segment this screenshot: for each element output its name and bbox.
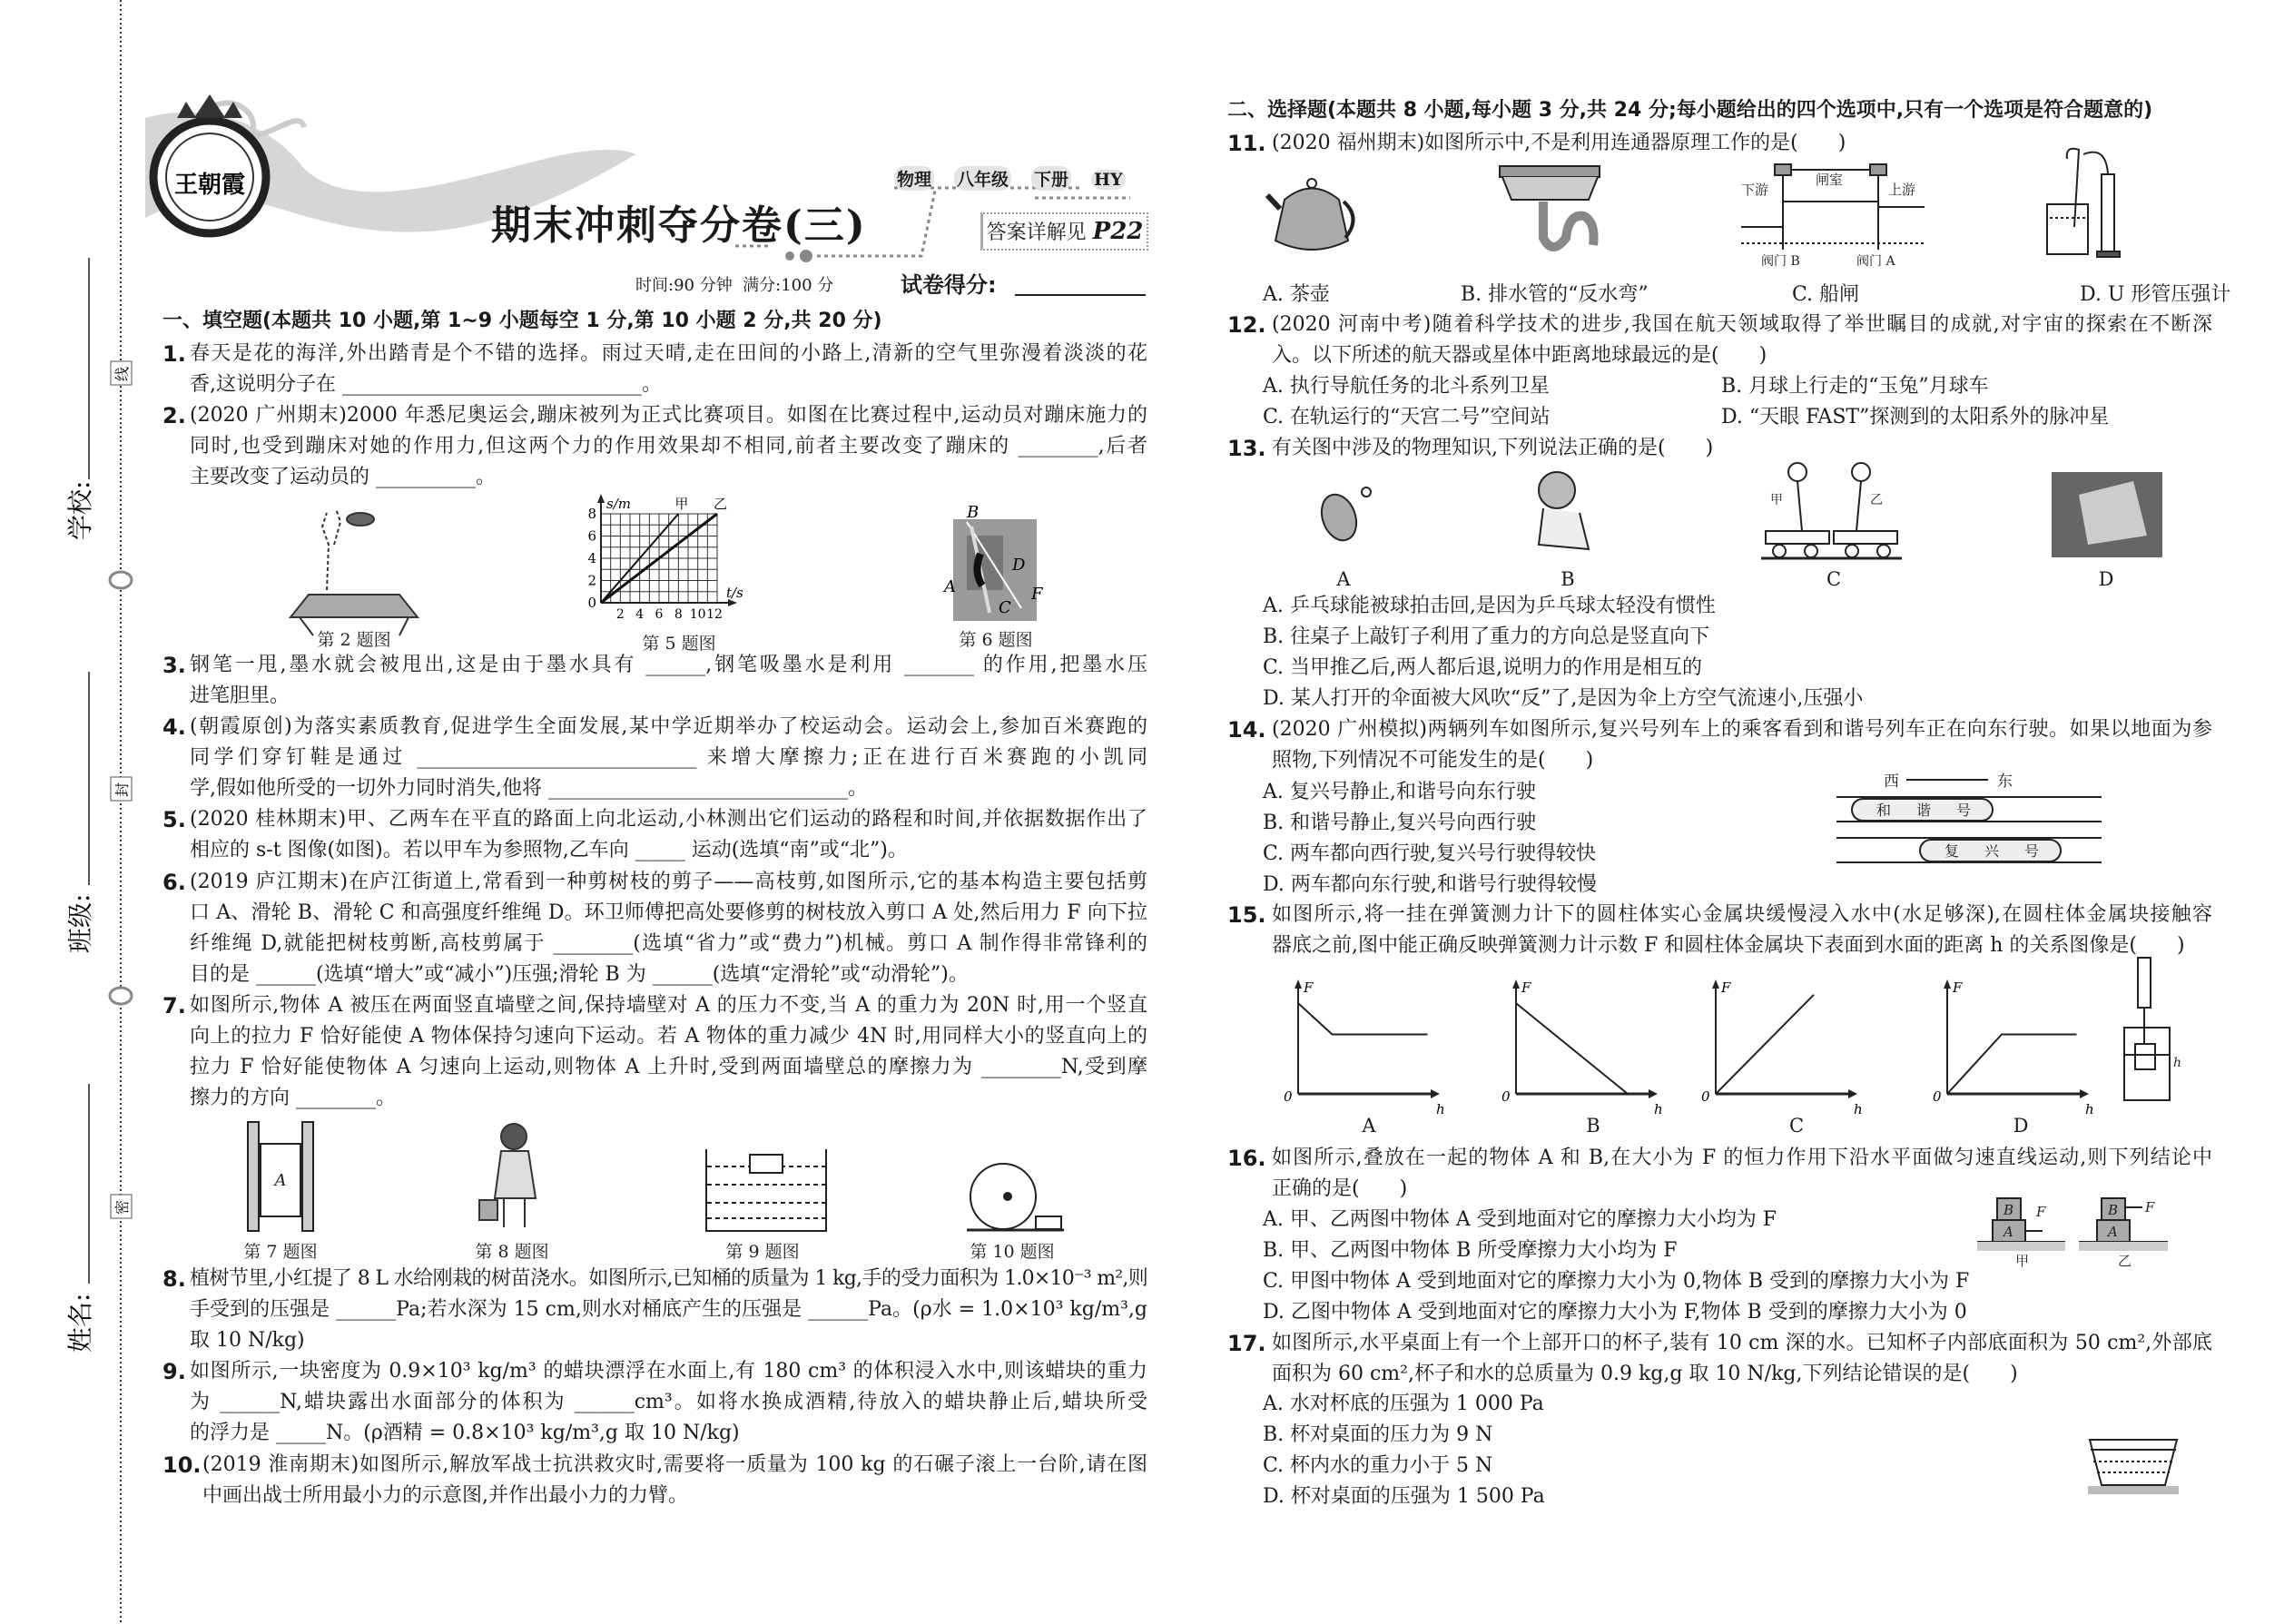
subject-tags (894, 166, 1146, 191)
h-axis-label: h (1854, 1101, 1863, 1117)
question-number: 5. (162, 807, 186, 832)
question-text-line: (2020 广州期末)2000 年悉尼奥运会,蹦床被列为正式比赛项目。如图在比赛过程中,运动员对蹦床施力的 (190, 404, 1147, 427)
question-text-line: 植树节里,小红提了 8 L 水给刚栽的树苗浇水。如图所示,已知桶的质量为 1 kg,手的受力面积为 1.0×10⁻³ m²,则 (190, 1267, 1147, 1290)
x-tick-label: 4 (635, 607, 645, 622)
exam-time: 时间:90 分钟 (635, 276, 733, 295)
question-text-line: 同时,也受到蹦床对她的作用力,但这两个力的作用效果却不相同,前者主要改变了蹦床的 ________,后者 (190, 435, 1147, 458)
figure-letter-d: D (2013, 1115, 2029, 1137)
figure-q16-blocks (1977, 1198, 2168, 1269)
x-axis-arrow-icon (1848, 1089, 1857, 1098)
f-axis-label: F (1953, 979, 1963, 996)
y-tick-label: 6 (587, 527, 596, 545)
question-text-line: 钢笔一甩,墨水就会被甩出,这是由于墨水具有 ______,钢笔吸墨水是利用 _______ 的作用,把墨水压 (190, 654, 1147, 676)
tag-volume: 下册 (1031, 166, 1071, 191)
option-d[interactable]: D. 某人打开的伞面被大风吹“反”了,是因为伞上方空气流速小,压强小 (1263, 687, 1864, 711)
figure-letter-c: C (1826, 568, 1842, 590)
figure-q10-roller (967, 1164, 1064, 1230)
question-text-line: 进笔胆里。 (190, 684, 290, 708)
y-axis-arrow-icon (1512, 979, 1520, 989)
caption-fig6: 第 6 题图 (959, 630, 1033, 650)
question-text-line: (2020 福州期末)如图所示中,不是利用连通器原理工作的是( ) (1272, 132, 1846, 154)
logo-text: 王朝霞 (173, 172, 246, 199)
question-number: 16. (1227, 1146, 1266, 1171)
question-text-line: 如图所示,一块密度为 0.9×10³ kg/m³ 的蜡块漂浮在水面上,有 180 cm³ 的体积浸入水中,则该蜡块的重力 (190, 1360, 1147, 1383)
force-label: F (2036, 1204, 2046, 1220)
caption-fig10: 第 10 题图 (970, 1242, 1055, 1262)
block-b-label: B (2004, 1202, 2014, 1218)
question-number: 11. (1227, 131, 1266, 156)
score-field[interactable] (1015, 294, 1146, 296)
option-d[interactable]: D. U 形管压强计 (2080, 283, 2231, 306)
option-d[interactable]: D. 两车都向东行驶,和谐号行驶得较慢 (1263, 873, 1597, 897)
option-c[interactable]: C. 当甲推乙后,两人都后退,说明力的作用是相互的 (1263, 656, 1703, 680)
question-number: 17. (1227, 1331, 1266, 1356)
y-axis-arrow-icon (1295, 979, 1302, 989)
origin-label: 0 (1701, 1088, 1710, 1105)
option-a[interactable]: A. 乒乓球能被球拍击回,是因为乒乓球太轻没有惯性 (1263, 595, 1716, 617)
figure-q14-trains (1836, 773, 2102, 862)
question-text-line: 香,这说明分子在 ______________________________。 (190, 373, 662, 397)
option-c[interactable]: C. 船闸 (1792, 283, 1860, 306)
f-axis-label: F (1304, 979, 1314, 996)
figure-letter-a: A (1362, 1115, 1376, 1137)
option-b[interactable]: B. 月球上行走的“玉兔”月球车 (1721, 375, 1989, 398)
option-a[interactable]: A. 执行导航任务的北斗系列卫星 (1263, 375, 1550, 398)
graph-line-d (1947, 1034, 2077, 1094)
full-score: 满分:100 分 (743, 276, 834, 295)
series-label-0: 甲 (674, 496, 689, 512)
figure-q11-sink-trap (1500, 166, 1600, 247)
option-b[interactable]: B. 排水管的“反水弯” (1461, 283, 1649, 306)
figure-letter-a: A (1336, 568, 1351, 590)
question-number: 2. (162, 403, 186, 428)
x-tick-label: 6 (655, 607, 664, 622)
option-a[interactable]: A. 茶壶 (1263, 283, 1330, 306)
answer-ref-page: P22 (1092, 218, 1144, 245)
question-text-line: 取 10 N/kg) (190, 1329, 305, 1353)
figure-letter-b: B (1561, 568, 1575, 590)
option-a[interactable]: A. 复兴号静止,和谐号向东行驶 (1263, 781, 1536, 803)
graph-line-b (1516, 1003, 1628, 1094)
y-axis-arrow-icon (597, 494, 605, 503)
caption-jia: 甲 (2015, 1253, 2030, 1269)
train1-char: 谐 (1916, 802, 1932, 819)
question-number: 8. (162, 1266, 186, 1292)
question-text-line: 口 A、滑轮 B、滑轮 C 和高强度纤维绳 D。环卫师傅把高处要修剪的树枝放入剪口 A 处,然后用力 F 向下拉 (190, 901, 1147, 925)
label-c: C (999, 598, 1011, 617)
question-text-line: 如图所示,水平桌面上有一个上部开口的杯子,装有 10 cm 深的水。已知杯子内部底面积为 50 cm²,外部底 (1272, 1332, 2212, 1354)
block-a-label: A (2108, 1224, 2118, 1240)
option-d[interactable]: D. 杯对桌面的压强为 1 500 Pa (1263, 1485, 1545, 1509)
question-number: 4. (162, 714, 186, 740)
origin-label: 0 (1501, 1088, 1511, 1105)
label-d: D (1012, 556, 1026, 575)
h-axis-label: h (2085, 1101, 2094, 1117)
label-downstream: 下游 (1741, 182, 1769, 198)
f-axis-label: F (1721, 979, 1731, 996)
figure-q15-graphs (1284, 979, 2094, 1117)
y-tick-label: 8 (587, 506, 596, 522)
question-text-line: 有关图中涉及的物理知识,下列说法正确的是( ) (1272, 437, 1714, 459)
h-axis-label: h (1654, 1101, 1663, 1117)
y-tick-label: 2 (587, 572, 596, 589)
question-text-line: 的浮力是 _____N。(ρ酒精 = 0.8×10³ kg/m³,g 取 10 N/kg) (190, 1422, 740, 1445)
question-text-line: 器底之前,图中能正确反映弹簧测力计示数 F 和圆柱体金属块下表面到水面的距离 h 的关系图像是( ) (1272, 934, 2185, 958)
option-c[interactable]: C. 在轨运行的“天宫二号”空间站 (1263, 406, 1551, 429)
label-b: B (967, 503, 980, 522)
label-yi: 乙 (1870, 493, 1883, 507)
x-tick-label: 12 (706, 607, 723, 622)
question-text-line: 纤维绳 D,就能把树枝剪断,高枝剪属于 ________(选填“省力”或“费力”)机械。剪口 A 制作得非常锋利的 (190, 932, 1147, 956)
figure-q6-pruner-photo (942, 503, 1044, 621)
figure-letter-d: D (2098, 568, 2114, 590)
train2-char: 兴 (1984, 842, 2000, 860)
train2-char: 号 (2024, 842, 2040, 860)
x-axis-label: t/s (726, 585, 743, 601)
block-a-label: A (2004, 1224, 2013, 1240)
figure-q11-u-tube-manometer (2047, 149, 2120, 257)
block-a-label: A (274, 1171, 287, 1190)
f-axis-label: F (1521, 979, 1531, 996)
caption-fig2: 第 2 题图 (317, 630, 391, 650)
question-text-line: (2020 河南中考)随着科学技术的进步,我国在航天领域取得了举世瞩目的成就,对宇宙的探索在不断深 (1272, 313, 2212, 336)
question-text-line: (2020 广州模拟)两辆列车如图所示,复兴号列车上的乘客看到和谐号列车正在向东行驶。如果以地面为参 (1272, 718, 2212, 741)
question-text-line: 如图所示,将一挂在弹簧测力计下的圆柱体实心金属块缓慢浸入水中(水足够深),在圆柱体金属块接触容 (1272, 903, 2212, 926)
x-axis-arrow-icon (2080, 1089, 2089, 1098)
caption-yi: 乙 (2118, 1253, 2132, 1269)
exam-meta (635, 272, 833, 296)
question-text-line: 手受到的压强是 ______Pa;若水深为 15 cm,则水对桶底产生的压强是 ______Pa。(ρ水 = 1.0×10³ kg/m³,g (190, 1298, 1147, 1322)
figure-q7-walls (248, 1122, 313, 1231)
x-axis-arrow-icon (1431, 1089, 1440, 1098)
question-text-line: (2019 淮南期末)如图所示,解放军战士抗洪救灾时,需要将一质量为 100 kg 的石碾子滚上一台阶,请在图 (202, 1453, 1147, 1476)
option-c[interactable]: C. 甲图中物体 A 受到地面对它的摩擦力大小为 0,物体 B 受到的摩擦力大小为 F (1263, 1270, 1970, 1294)
seal-mark-secret: 密 (113, 1199, 131, 1215)
caption-fig8: 第 8 题图 (475, 1242, 549, 1262)
block-b-label: B (2108, 1202, 2119, 1218)
option-a[interactable]: A. 甲、乙两图中物体 A 受到地面对它的摩擦力大小均为 F (1263, 1208, 1777, 1231)
question-text-line: (2019 庐江期末)在庐江街道上,常看到一种剪树枝的剪子——高枝剪,如图所示,它的基本构造主要包括剪 (190, 871, 1147, 893)
question-text-line: 向上的拉力 F 恰好能使 A 物体保持匀速向下运动。若 A 物体的重力减少 4N 时,用同样大小的竖直向上的 (190, 1025, 1147, 1048)
ball-icon (1362, 487, 1371, 497)
figure-letter-c: C (1788, 1115, 1805, 1137)
x-tick-label: 2 (615, 607, 625, 622)
y-axis-label: s/m (606, 496, 631, 512)
label-a: A (944, 577, 956, 596)
option-c[interactable]: C. 杯内水的重力小于 5 N (1263, 1454, 1493, 1478)
seal-mark-line: 线 (113, 366, 131, 381)
figure-q8-girl-bucket (479, 1124, 536, 1227)
tag-subject: 物理 (894, 166, 934, 191)
h-axis-label: h (1436, 1101, 1445, 1117)
beaker-h-label: h (2173, 1056, 2182, 1070)
question-text-line: 照物,下列情况不可能发生的是( ) (1272, 749, 1594, 773)
option-d[interactable]: D. 乙图中物体 A 受到地面对它的摩擦力大小为 F,物体 B 受到的摩擦力大小为 0 (1263, 1301, 1967, 1324)
crown-icon (177, 94, 242, 118)
question-text-line: 中画出战士所用最小力的示意图,并作出最小力的力臂。 (202, 1484, 688, 1508)
y-tick-label: 4 (587, 550, 596, 566)
binding-strip (65, 0, 132, 1624)
question-number: 3. (162, 653, 186, 678)
section2-title: 二、选择题(本题共 8 小题,每小题 3 分,共 24 分;每小题给出的四个选项中,只有一个选项是符合题意的) (1227, 99, 2153, 122)
page-title: 期末冲刺夺分卷(三) (491, 202, 867, 249)
question-number: 14. (1227, 717, 1266, 743)
name-label: 姓名: (65, 1293, 95, 1353)
x-tick-label: 10 (689, 607, 706, 622)
figure-q17-cup (2088, 1440, 2179, 1494)
option-b[interactable]: B. 和谐号静止,复兴号向西行驶 (1263, 812, 1537, 835)
figure-q2-trampoline (290, 508, 418, 635)
section1-title: 一、填空题(本题共 10 小题,第 1~9 小题每空 1 分,第 10 小题 2 分,共 20 分) (162, 310, 882, 332)
question-text-line: 同学们穿钉鞋是通过 ____________________________ 来增大摩擦力;正在进行百米赛跑的小凯同 (190, 746, 1147, 770)
caption-fig9: 第 9 题图 (725, 1242, 800, 1262)
ornament-icon (110, 572, 132, 588)
tag-grade: 八年级 (954, 166, 1011, 191)
question-text-line: 入。以下所述的航天器或星体中距离地球最远的是( ) (1272, 344, 1767, 368)
tag-edition: HY (1091, 170, 1126, 190)
figure-q11-teapot (1267, 179, 1354, 250)
question-text-line: 学,假如他所受的一切外力同时消失,他将 ______________________________。 (190, 777, 868, 801)
figure-q9-floating-block (706, 1149, 826, 1231)
question-text-line: 如图所示,物体 A 被压在两面竖直墙壁之间,保持墙壁对 A 的压力不变,当 A 的重力为 20N 时,用一个竖直 (190, 994, 1147, 1017)
figure-q11-ship-lock (1741, 164, 1925, 269)
class-label: 班级: (65, 893, 95, 953)
y-tick-label: 0 (587, 595, 596, 611)
x-tick-label: 8 (674, 607, 683, 622)
question-text-line: 相应的 s-t 图像(如图)。若以甲车为参照物,乙车向 _____ 运动(选填“南”或“北”)。 (190, 839, 908, 862)
y-axis-arrow-icon (1712, 979, 1719, 989)
train2-char: 复 (1944, 842, 1960, 860)
figure-q15-beaker (2124, 958, 2181, 1100)
question-number: 10. (162, 1452, 202, 1478)
option-b[interactable]: B. 往桌子上敲钉子利用了重力的方向总是竖直向下 (1263, 625, 1710, 649)
caption-fig7: 第 7 题图 (243, 1242, 318, 1262)
label-lock-chamber: 闸室 (1816, 172, 1844, 188)
label-jia: 甲 (1770, 493, 1783, 507)
seal-mark-seal: 封 (113, 782, 131, 797)
boy-icon (1539, 472, 1575, 508)
label-upstream: 上游 (1888, 182, 1916, 198)
option-b[interactable]: B. 杯对桌面的压力为 9 N (1263, 1423, 1493, 1447)
figure-q5-st-graph (587, 494, 743, 622)
y-axis-arrow-icon (1944, 979, 1951, 989)
origin-label: 0 (1933, 1088, 1942, 1105)
question-text-line: 目的是 ______(选填“增大”或“减小”)压强;滑轮 B 为 ______(选填“定滑轮”或“动滑轮”)。 (190, 963, 969, 987)
answer-ref-text: 答案详解见 (986, 221, 1087, 244)
score-label: 试卷得分: (901, 272, 997, 298)
graph-line-c (1716, 995, 1814, 1094)
question-number: 7. (162, 993, 186, 1019)
label-east: 东 (1997, 773, 2013, 791)
origin-label: 0 (1284, 1088, 1293, 1105)
graph-line-a (1298, 1003, 1428, 1034)
question-text-line: 主要改变了运动员的 __________。 (190, 466, 496, 489)
answer-reference (980, 212, 1148, 251)
option-c[interactable]: C. 两车都向西行驶,复兴号行驶得较快 (1263, 842, 1597, 866)
question-text-line: 如图所示,叠放在一起的物体 A 和 B,在大小为 F 的恒力作用下沿水平面做匀速直线运动,则下列结论中 (1272, 1147, 2212, 1169)
label-valve-b: 阀门 B (1761, 254, 1800, 269)
question-text-line: 面积为 60 cm²,杯子和水的总质量为 0.9 kg,g 取 10 N/kg,下列结论错误的是( ) (1272, 1363, 2018, 1386)
x-axis-arrow-icon (1649, 1089, 1658, 1098)
question-number: 1. (162, 341, 186, 367)
figure-q13 (1315, 463, 2162, 558)
figure-letter-b: B (1586, 1115, 1600, 1137)
question-number: 15. (1227, 902, 1266, 928)
ornament-icon (110, 988, 132, 1004)
option-b[interactable]: B. 甲、乙两图中物体 B 所受摩擦力大小均为 F (1263, 1239, 1678, 1263)
question-text-line: 拉力 F 恰好能使物体 A 匀速向上运动,则物体 A 上升时,受到两面墙壁总的摩擦力为 ________N,受到摩 (190, 1056, 1147, 1079)
train1-char: 和 (1876, 802, 1892, 819)
label-west: 西 (1884, 773, 1899, 791)
question-number: 9. (162, 1359, 186, 1384)
question-number: 6. (162, 870, 186, 895)
caption-fig5: 第 5 题图 (642, 634, 716, 654)
question-text-line: 春天是花的海洋,外出踏青是个不错的选择。雨过天晴,走在田间的小路上,清新的空气里弥漫着淡淡的花 (190, 342, 1147, 365)
question-text-line: 为 ______N,蜡块露出水面部分的体积为 ______cm³。如将水换成酒精,待放入的蜡块静止后,蜡块所受 (190, 1391, 1147, 1414)
train1-char: 号 (1956, 802, 1972, 819)
option-d[interactable]: D. “天眼 FAST”探测到的太阳系外的脉冲星 (1721, 406, 2110, 429)
question-text-line: (朝霞原创)为落实素质教育,促进学生全面发展,某中学近期举办了校运动会。运动会上,参加百米赛跑的 (190, 715, 1147, 738)
school-label: 学校: (65, 480, 95, 540)
label-f: F (1031, 585, 1043, 604)
option-a[interactable]: A. 水对杯底的压强为 1 000 Pa (1263, 1393, 1544, 1415)
question-text-line: 正确的是( ) (1272, 1177, 1408, 1201)
question-number: 12. (1227, 312, 1266, 338)
label-valve-a: 阀门 A (1856, 254, 1895, 269)
question-text-line: 擦力的方向 ________。 (190, 1087, 396, 1110)
question-number: 13. (1227, 436, 1266, 461)
paddle-icon (1315, 489, 1363, 545)
series-label-1: 乙 (714, 496, 728, 512)
question-text-line: (2020 桂林期末)甲、乙两车在平直的路面上向北运动,小林测出它们运动的路程和时间,并依据数据作出了 (190, 808, 1147, 831)
force-label: F (2145, 1199, 2155, 1216)
